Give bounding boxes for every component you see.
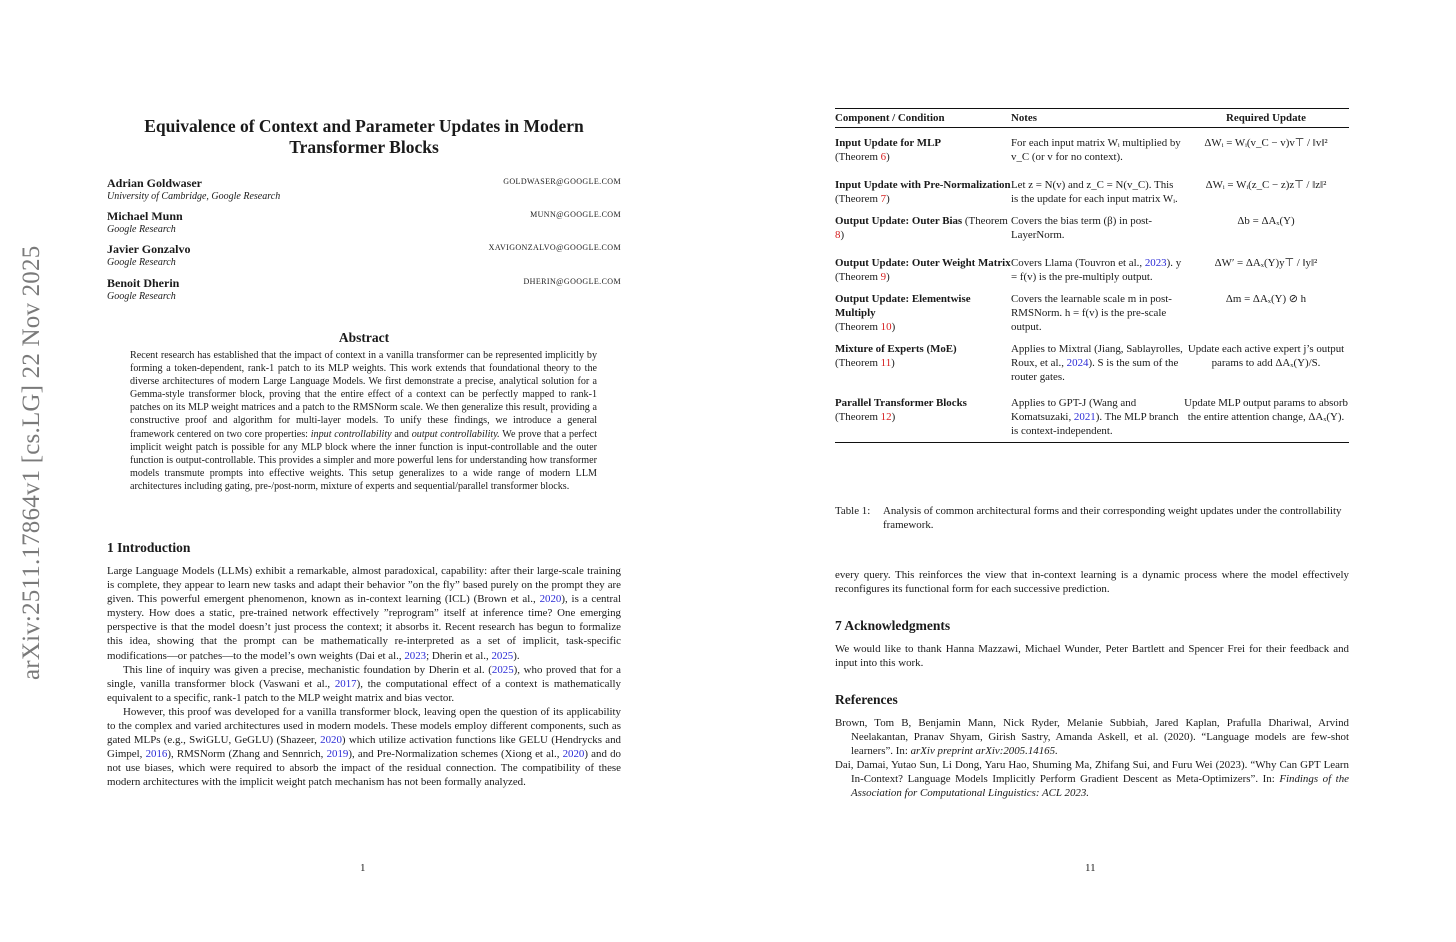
text: ). S is the sum of the router gates.: [1011, 357, 1179, 383]
theorem-prefix: (Theorem: [835, 193, 881, 205]
condition-name: Input Update with Pre-Normalization: [835, 179, 1011, 191]
author-email[interactable]: DHERIN@GOOGLE.COM: [523, 277, 621, 286]
citation-link[interactable]: 2023: [404, 649, 427, 662]
citation-link[interactable]: 2020: [539, 593, 562, 606]
update-cell: Update each active expert j’s output params to add ΔAₓ(Y)/S.: [1187, 343, 1345, 369]
text: ). y = f(v) is the pre-multiply output.: [1011, 257, 1182, 283]
table-row: [835, 384, 1349, 443]
intro-paragraph-2: [107, 663, 621, 705]
page-number-left: 1: [360, 862, 366, 874]
update-cell: ΔW′ = ΔAₓ(Y)y⊤ / ‖y‖²: [1214, 257, 1318, 269]
text: ), the computational effect of a context is mathematically equivalent to a specific, rank-1 patch to the MLP weight matrix and bias vector.: [107, 677, 621, 704]
title-line-1: Equivalence of Context and Parameter Updates in Modern: [144, 116, 584, 136]
update-cell: Δm = ΔAₓ(Y) ⊘ h: [1225, 293, 1307, 305]
notes-cell: Let z = N(v) and z_C = N(v_C). This is the update for each input matrix Wᵢ.: [1011, 179, 1178, 205]
text: Applies to Mixtral (Jiang, Sablayrolles, Roux, et al.,: [1011, 343, 1183, 369]
theorem-prefix: (Theorem: [835, 357, 881, 369]
condition-name: Output Update: Elementwise Multiply: [835, 293, 971, 319]
update-cell: ΔWᵢ = Wᵢ(v_C − v)v⊤ / ‖v‖²: [1204, 137, 1328, 149]
abstract-text: [130, 349, 597, 493]
theorem-prefix: (Theorem: [835, 151, 881, 163]
text: Covers Llama (Touvron et al.,: [1011, 257, 1143, 269]
text: ; Dherin et al.,: [426, 649, 489, 662]
theorem-link[interactable]: 6: [880, 151, 887, 163]
abstract-part: and: [394, 428, 409, 440]
abstract-heading: Abstract: [338, 330, 390, 345]
condition-name: Output Update: Outer Bias: [835, 215, 963, 227]
table-caption: [835, 504, 1349, 532]
text: ) and do not use biases, which were required to absorb the impact of the residual connection. The compatibility of these modern architectures with the implicit weight patch mechanism has not been formally analyzed.: [107, 748, 621, 789]
update-cell: Update MLP output params to absorb the entire attention change, ΔAₓ(Y).: [1183, 384, 1349, 443]
author-block: [107, 276, 621, 303]
intro-paragraph-1: [107, 564, 621, 663]
citation-link[interactable]: 2025: [491, 663, 514, 676]
page-number-right: 11: [1085, 862, 1096, 874]
condition-cell: Output Update: Elementwise Multiply (Theorem 10): [835, 293, 971, 333]
abstract-emphasis: input controllability: [310, 428, 392, 440]
text: Brown, Tom B, Benjamin Mann, Nick Ryder, Melanie Subbiah, Jared Kaplan, Prafulla Dhariwal, Arvind Neelakantan, Pranav Shyam, Girish Sastry, Amanda Askell, et al. (2020). “Language models are few-shot learners”. In:: [835, 717, 1349, 758]
introduction-body: [107, 564, 621, 790]
notes-cell: [1011, 242, 1183, 284]
venue: arXiv preprint arXiv:2005.14165.: [910, 745, 1058, 758]
table-row: [835, 128, 1349, 165]
author-affiliation: University of Cambridge, Google Research: [107, 191, 281, 202]
text: ).: [513, 649, 520, 662]
venue: Findings of the Association for Computational Linguistics: ACL 2023.: [851, 773, 1349, 800]
paper-title: [107, 116, 621, 158]
theorem-prefix: (Theorem: [964, 215, 1008, 227]
controllability-table: [835, 108, 1349, 443]
theorem-link[interactable]: 7: [880, 193, 887, 205]
condition-cell: Input Update for MLP (Theorem 6): [835, 137, 941, 163]
abstract-emphasis: output controllability.: [411, 428, 500, 440]
caption-label: Table 1:: [835, 505, 871, 517]
arxiv-identifier[interactable]: arXiv:2511.17864v1 [cs.LG] 22 Nov 2025: [18, 245, 45, 680]
column-header: Component / Condition: [835, 109, 1011, 128]
condition-name: Parallel Transformer Blocks: [835, 397, 967, 409]
author-email[interactable]: MUNN@GOOGLE.COM: [530, 210, 621, 219]
caption-text: Analysis of common architectural forms and their corresponding weight updates under the controllability framework.: [883, 505, 1342, 531]
theorem-link[interactable]: 12: [880, 411, 892, 423]
table-row: [835, 284, 1349, 334]
abstract-part: Recent research has established that the impact of context in a vanilla transformer can be represented implicitly by forming a token-dependent, rank-1 patch to its MLP weights. This work extends that foundational theory to the diverse architectures of modern Large Language Models. We first demonstrate a precise, analytical solution for a Gemma-style transformer block, proving that the entire effect of a context can be perfectly mapped to rank-1 patches on its MLP weight matrices and a patch to the RMSNorm scale. We then generalize this result, providing a constructive proof and algorithm for multi-layer models. To unify these findings, we introduce a general framework centered on two core properties:: [130, 350, 597, 440]
notes-cell: For each input matrix Wᵢ multiplied by v_C (or v for no context).: [1011, 137, 1181, 163]
citation-link[interactable]: 2020: [562, 748, 585, 761]
condition-cell: Mixture of Experts (MoE) (Theorem 11): [835, 343, 957, 369]
section-heading-references: References: [835, 692, 898, 707]
text: However, this proof was developed for a vanilla transformer block, leaving open the question of its applicability to the complex and varied architectures used in modern models. These models employ different components, such as gated MLPs (e.g., SwiGLU, GeGLU) (Shazeer,: [107, 705, 621, 747]
abstract-part: We prove that a perfect implicit weight patch is possible for any MLP block where the inner function is input-controllable and the outer function is output-controllable. This provides a simpler and more powerful lens for understanding how transformer models transmute prompts into effective weights. This setup generalizes to a wide range of modern LLM architectures including gating, pre-/post-norm, mixture of experts and sequential/parallel transformer blocks.: [130, 428, 598, 492]
section-heading-acknowledgments: 7 Acknowledgments: [835, 618, 951, 633]
text: Large Language Models (LLMs) exhibit a remarkable, almost paradoxical, capability: after their large-scale training is complete, they appear to learn new tasks and adapt their behavior ”on the fly” based purely on the prompt they are given. This powerful emergent phenomenon, known as in-context learning (ICL) (Brown et al.,: [107, 565, 621, 606]
column-header: Required Update: [1183, 109, 1349, 128]
theorem-prefix: (Theorem: [835, 321, 881, 333]
continuation-paragraph: every query. This reinforces the view that in-context learning is a dynamic process where the model effectively reconfigures its functional form for each successive prediction.: [835, 569, 1349, 596]
author-email[interactable]: GOLDWASER@GOOGLE.COM: [503, 177, 621, 186]
author-name: Adrian Goldwaser: [107, 176, 203, 190]
citation-link[interactable]: 2019: [326, 748, 349, 761]
citation-link[interactable]: 2016: [145, 748, 168, 761]
condition-cell: Input Update with Pre-Normalization (Theorem 7): [835, 179, 1011, 205]
condition-name: Input Update for MLP: [835, 137, 941, 149]
citation-link[interactable]: 2024: [1066, 357, 1089, 369]
acknowledgments-text: We would like to thank Hanna Mazzawi, Michael Wunder, Peter Bartlett and Spencer Frei for their feedback and input into this work.: [835, 643, 1349, 670]
text: ) which utilize activation functions like GELU (Hendrycks and Gimpel,: [107, 734, 622, 761]
author-name: Javier Gonzalvo: [107, 242, 191, 256]
text: This line of inquiry was given a precise, mechanistic foundation by Dherin et al. (: [123, 663, 492, 676]
table-row: [835, 334, 1349, 384]
condition-name: Mixture of Experts (MoE): [835, 343, 957, 355]
text: ). The MLP branch is context-independent.: [1011, 411, 1179, 437]
author-block: [107, 176, 621, 203]
text: ), and Pre-Normalization schemes (Xiong et al.,: [348, 748, 560, 761]
condition-cell: Output Update: Outer Bias (Theorem 8): [835, 215, 1008, 241]
theorem-link[interactable]: 10: [880, 321, 892, 333]
author-affiliation: Google Research: [107, 224, 176, 235]
theorem-prefix: (Theorem: [835, 271, 881, 283]
text: Dai, Damai, Yutao Sun, Li Dong, Yaru Hao, Shuming Ma, Zhifang Sui, and Furu Wei (2023). “Why Can GPT Learn In-Context? Language Models Implicitly Perform Gradient Descent as Meta-Optimizers”. In:: [835, 759, 1349, 786]
text: ), who proved that for a single, vanilla transformer block (Vaswani et al.,: [107, 663, 622, 690]
author-affiliation: Google Research: [107, 291, 176, 302]
reference-entry: [835, 716, 1349, 758]
notes-cell: [1011, 384, 1183, 443]
update-cell: ΔWᵢ = Wᵢ(z_C − z)z⊤ / ‖z‖²: [1205, 179, 1327, 191]
author-name: Michael Munn: [107, 209, 183, 223]
condition-name: Output Update: Outer Weight Matrix: [835, 257, 1011, 269]
author-affiliation: Google Research: [107, 257, 176, 268]
theorem-link[interactable]: 9: [880, 271, 887, 283]
reference-entry: [835, 758, 1349, 800]
notes-cell: Covers the learnable scale m in post-RMSNorm. h = f(v) is the pre-scale output.: [1011, 293, 1172, 333]
title-line-2: Transformer Blocks: [289, 137, 439, 157]
text: ), is a central mystery. How does a static, pre-trained network effectively ”reprogram” itself at inference time? One emerging perspective is that the model doesn’t just process the context; it absorbs it. Recent research has begun to formalize this idea, showing that the prompt can be mathematically re-interpreted as a set of implicit, task-specific modifications—or patches—to the model’s own weights (Dai et al.,: [107, 593, 621, 662]
reference-list: [835, 716, 1349, 801]
citation-link[interactable]: 2017: [334, 677, 357, 690]
condition-cell: Output Update: Outer Weight Matrix (Theorem 9): [835, 257, 1011, 283]
theorem-link[interactable]: 11: [880, 357, 892, 369]
intro-paragraph-3: [107, 705, 621, 790]
table-row: [835, 206, 1349, 242]
author-block: [107, 242, 621, 269]
author-email[interactable]: XAVIGONZALVO@GOOGLE.COM: [488, 243, 621, 252]
column-header: Notes: [1011, 109, 1183, 128]
table-row: [835, 164, 1349, 206]
notes-cell: [1011, 334, 1183, 384]
theorem-prefix: (Theorem: [835, 411, 881, 423]
citation-link[interactable]: 2025: [491, 649, 514, 662]
author-block: [107, 209, 621, 236]
theorem-link[interactable]: 8: [835, 229, 841, 241]
citation-link[interactable]: 2020: [320, 734, 342, 747]
author-name: Benoit Dherin: [107, 276, 180, 290]
citation-link[interactable]: 2021: [1073, 411, 1096, 423]
notes-cell: Covers the bias term (β) in post-LayerNorm.: [1011, 215, 1153, 241]
table-row: [835, 242, 1349, 284]
text: ), RMSNorm (Zhang and Sennrich,: [167, 748, 324, 761]
citation-link[interactable]: 2023: [1144, 257, 1167, 269]
update-cell: Δb = ΔAₓ(Y): [1237, 215, 1295, 227]
condition-cell: Parallel Transformer Blocks (Theorem 12): [835, 384, 1011, 443]
section-heading-introduction: 1 Introduction: [107, 540, 191, 555]
table-header-row: [835, 109, 1349, 128]
text: Applies to GPT-J (Wang and Komatsuzaki,: [1011, 397, 1137, 423]
